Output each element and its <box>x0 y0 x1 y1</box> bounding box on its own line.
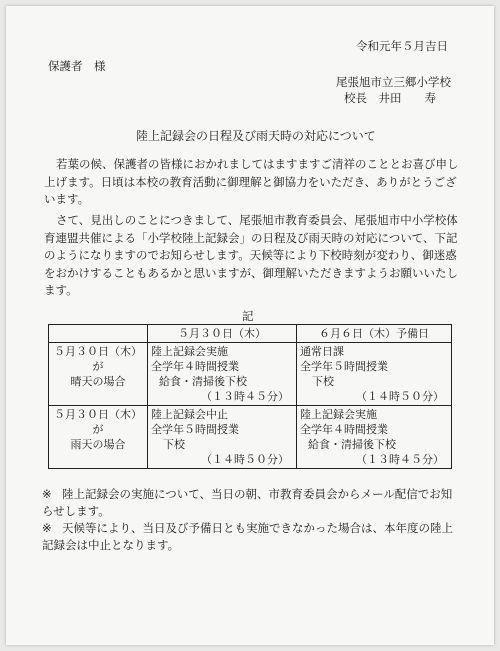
condition-cell <box>49 406 148 469</box>
note-cancellation <box>42 520 462 554</box>
document-title: 陸上記録会の日程及び雨天時の対応について <box>136 129 376 143</box>
addressee: 保護者 様 <box>48 59 106 73</box>
body-paragraph: さて、見出しのことにつきまして、尾張旭市教育委員会、尾張旭市中小学校体育連盟共催による「小学校陸上記録会」の日程及び雨天時の対応について、下記のようになりますのでお知らせします。天候等により下校時刻が変わり、御迷惑をおかけすることもあるかと思いますが、御理解いただきますようお願いいたします。 <box>44 213 458 297</box>
note-text: 陸上記録会の実施について、当日の朝、市教育委員会からメール配信でお知らせします。 <box>42 487 453 518</box>
day2-cell <box>297 343 452 406</box>
event-status: 陸上記録会中止 <box>151 408 228 421</box>
note-mark: ※ <box>42 487 52 501</box>
event-status: 陸上記録会実施 <box>151 345 228 358</box>
table-header-row <box>49 325 452 343</box>
condition-connector: が <box>92 360 104 373</box>
dismissal-time: （１３時４５分） <box>201 390 289 403</box>
dismissal: 給食・清掃後下校 <box>159 375 247 388</box>
dismissal: 下校 <box>312 375 334 388</box>
dismissal-time: （１３時４５分） <box>356 453 444 466</box>
note-mark: ※ <box>42 521 52 535</box>
condition-weather: 晴天の場合 <box>70 375 126 388</box>
schedule-table <box>48 324 452 469</box>
principal-name: 校長 井田 寿 <box>344 91 436 105</box>
table-header-cell: ５月３０日（木） <box>148 325 297 343</box>
event-status: 通常日課 <box>300 345 344 358</box>
note-email <box>42 486 462 520</box>
table-header-cell: ６月６日（木）予備日 <box>297 325 452 343</box>
table-row <box>49 343 452 406</box>
condition-date: ５月３０日（木） <box>54 408 142 421</box>
condition-weather: 雨天の場合 <box>70 438 126 451</box>
table-row <box>49 406 452 469</box>
dismissal: 給食・清掃後下校 <box>308 438 396 451</box>
document-page <box>6 6 494 645</box>
condition-date: ５月３０日（木） <box>54 345 142 358</box>
table-header-cell <box>49 325 148 343</box>
condition-cell <box>49 343 148 406</box>
note-text: 天候等により、当日及び予備日とも実施できなかった場合は、本年度の陸上記録会は中止となります。 <box>42 521 453 552</box>
greeting-paragraph: 若葉の候、保護者の皆様におかれましてはますますご清祥のこととお喜び申し上げます。日頃は本校の教育活動に御理解と御協力をいただき、ありがとうございます。 <box>44 157 459 206</box>
ki-heading: 記 <box>242 309 254 323</box>
class-hours: 全学年５時間授業 <box>151 423 239 436</box>
issue-date: 令和元年５月吉日 <box>356 39 448 53</box>
day2-cell <box>297 406 452 469</box>
dismissal-time: （１４時５０分） <box>201 453 289 466</box>
dismissal-time: （１４時５０分） <box>356 390 444 403</box>
school-name: 尾張旭市立三郷小学校 <box>336 75 451 89</box>
condition-connector: が <box>92 423 104 436</box>
event-status: 陸上記録会実施 <box>300 408 377 421</box>
day1-cell <box>148 343 297 406</box>
class-hours: 全学年４時間授業 <box>300 423 388 436</box>
dismissal: 下校 <box>163 438 185 451</box>
class-hours: 全学年４時間授業 <box>151 360 239 373</box>
day1-cell <box>148 406 297 469</box>
class-hours: 全学年５時間授業 <box>300 360 388 373</box>
